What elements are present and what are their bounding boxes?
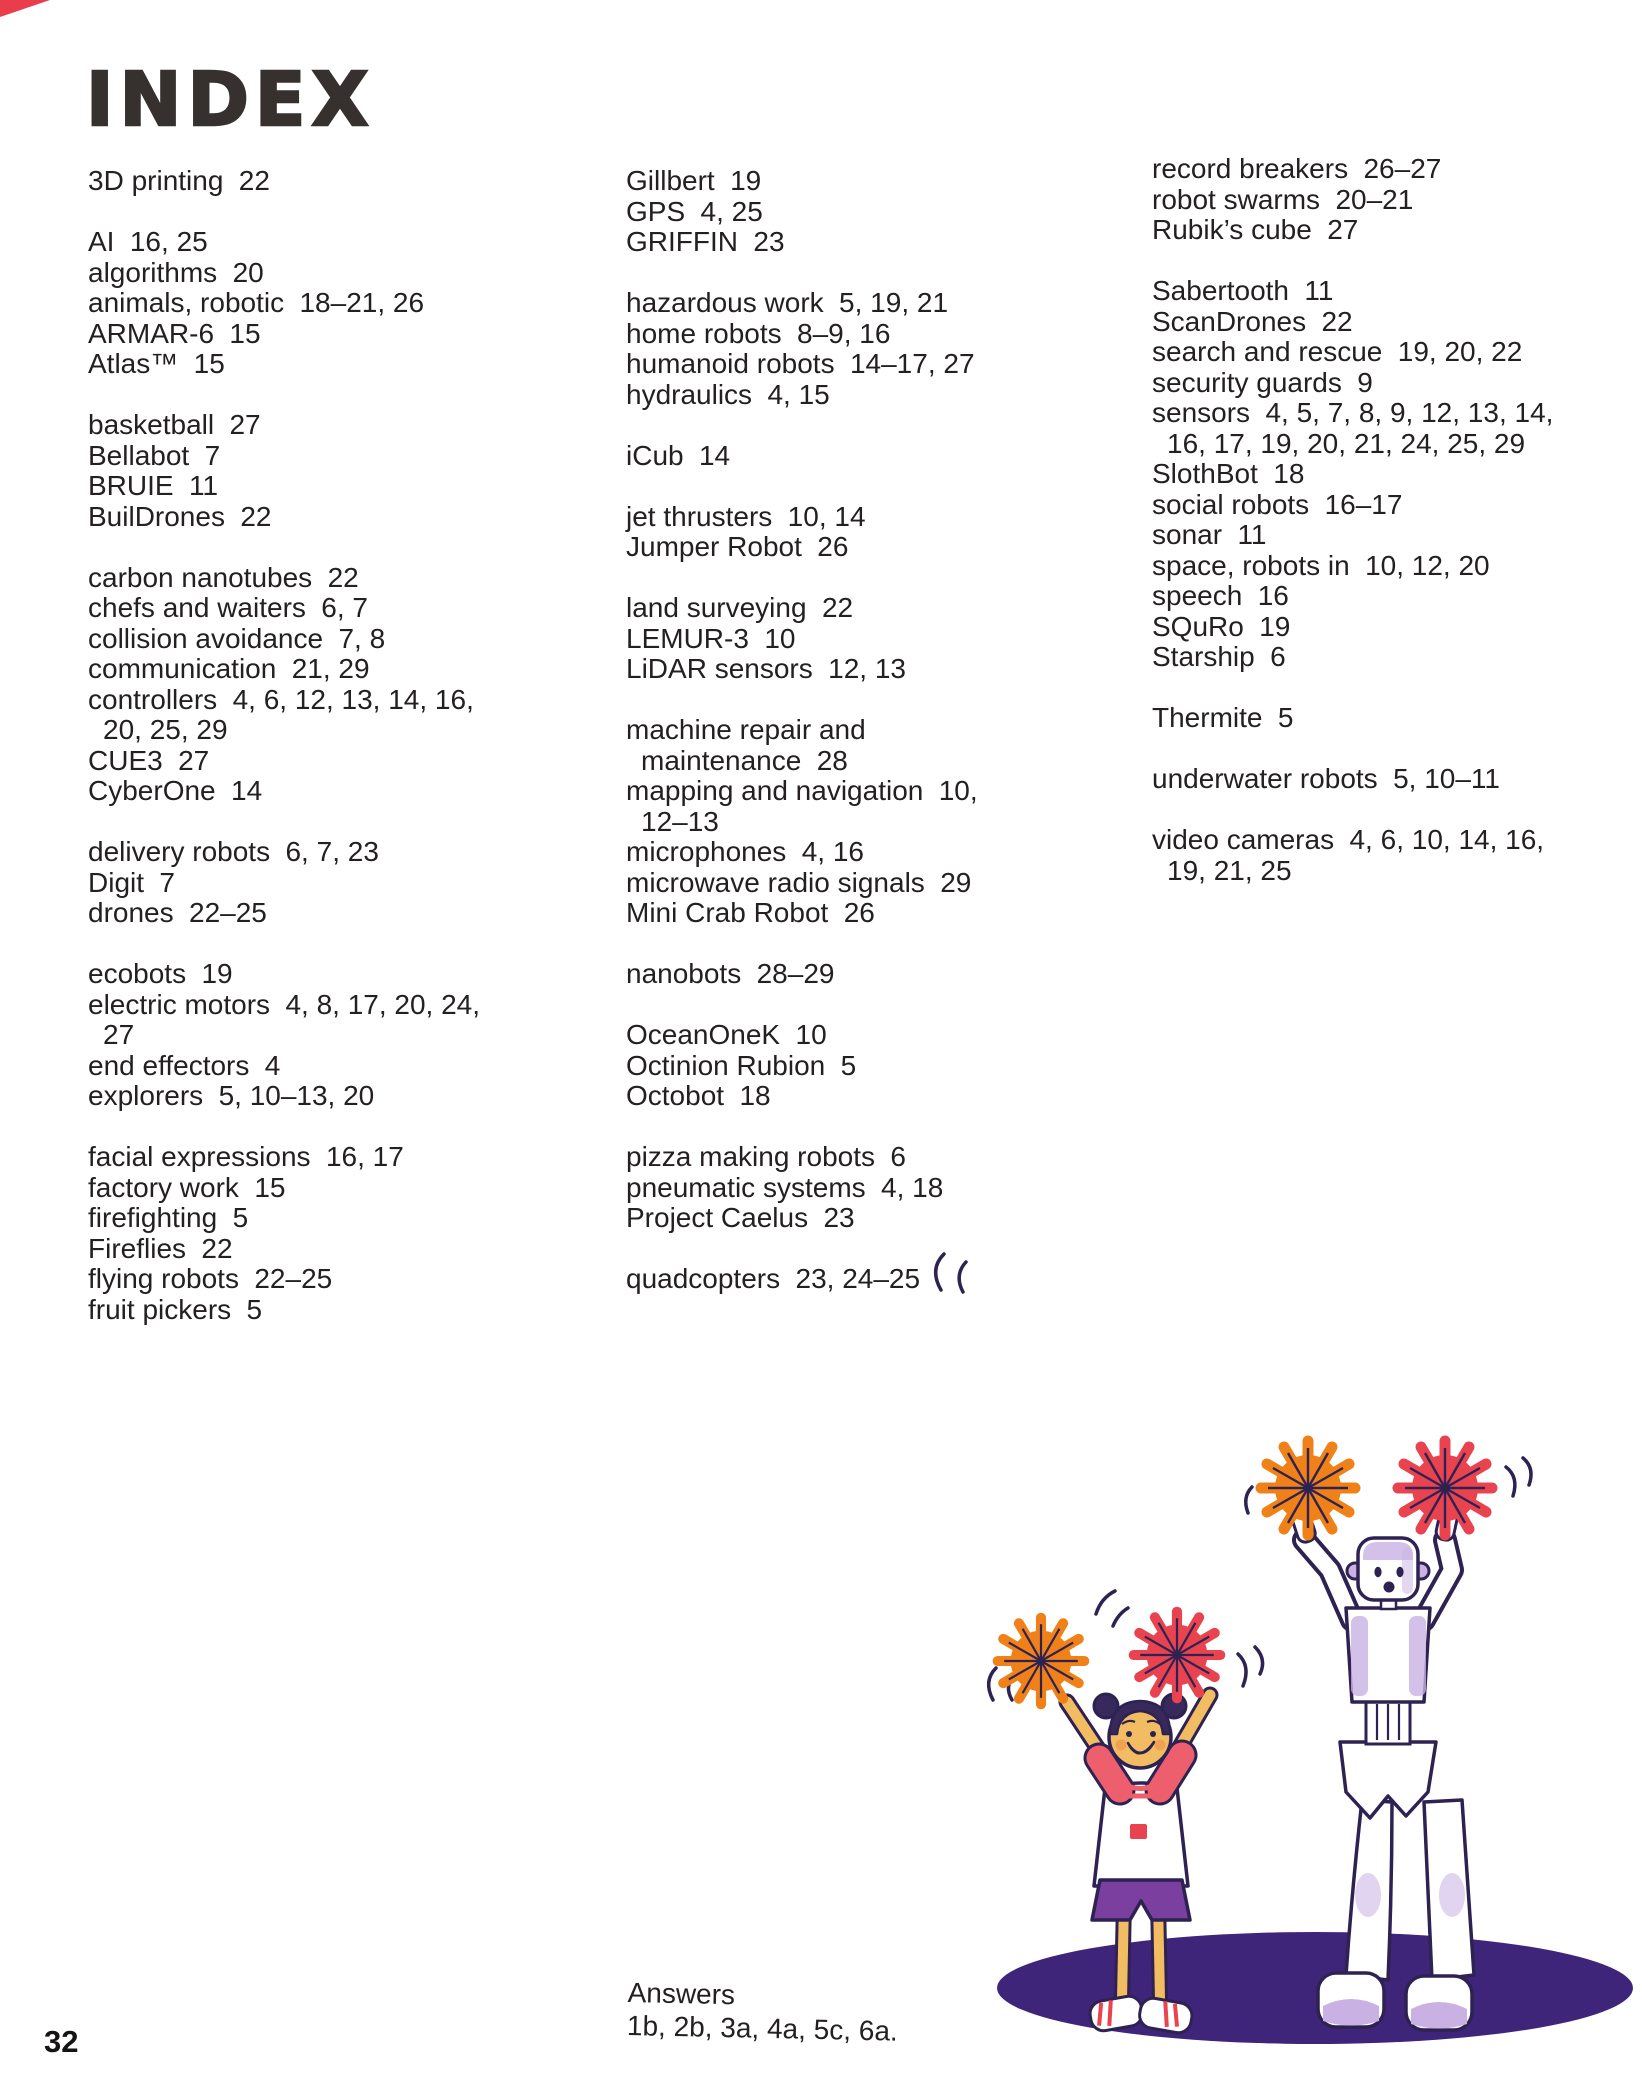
index-entry bbox=[88, 1203, 482, 1234]
index-entry bbox=[626, 654, 1010, 685]
index-term: nanobots bbox=[626, 958, 742, 989]
index-entry bbox=[1152, 764, 1576, 795]
index-page-numbers: 22 bbox=[238, 165, 270, 196]
index-group bbox=[626, 1020, 1010, 1112]
index-page-numbers: 10, 12, 20 bbox=[1365, 549, 1490, 581]
index-entry bbox=[626, 959, 1010, 990]
index-entry bbox=[1152, 459, 1576, 490]
index-term: LiDAR sensors bbox=[626, 653, 813, 684]
index-entry bbox=[88, 837, 482, 868]
index-entry bbox=[88, 1264, 482, 1295]
index-term: Fireflies bbox=[88, 1232, 187, 1264]
index-entry bbox=[1152, 551, 1576, 582]
index-term: CUE3 bbox=[88, 744, 163, 776]
index-page-numbers: 16 bbox=[1257, 580, 1289, 611]
index-page-numbers: 22 bbox=[1321, 305, 1353, 337]
index-term: robot swarms bbox=[1152, 183, 1321, 215]
index-page-numbers: 6 bbox=[1270, 641, 1286, 672]
index-group bbox=[1152, 764, 1576, 795]
index-term: controllers bbox=[88, 683, 218, 715]
index-page-numbers: 4, 6, 10, 14, 16, 19, 21, 25 bbox=[1167, 824, 1545, 886]
index-entry bbox=[88, 441, 482, 472]
index-entry bbox=[626, 1203, 1010, 1234]
index-page-numbers: 9 bbox=[1357, 366, 1373, 398]
index-page-numbers: 5, 19, 21 bbox=[839, 287, 949, 318]
index-term: sonar bbox=[1152, 519, 1223, 550]
index-page-numbers: 26–27 bbox=[1363, 153, 1442, 184]
index-term: flying robots bbox=[88, 1263, 239, 1294]
index-page-numbers: 20 bbox=[232, 256, 264, 288]
index-page-numbers: 5 bbox=[232, 1202, 249, 1233]
index-entry bbox=[88, 959, 482, 990]
index-page-numbers: 18 bbox=[739, 1080, 771, 1111]
index-term: humanoid robots bbox=[626, 348, 835, 379]
index-term: ARMAR-6 bbox=[88, 317, 215, 349]
index-page-numbers: 27 bbox=[229, 409, 261, 440]
index-entry bbox=[1152, 703, 1576, 734]
index-entry bbox=[1152, 398, 1576, 459]
index-group bbox=[88, 227, 482, 380]
index-term: basketball bbox=[88, 409, 215, 440]
index-page-numbers: 28–29 bbox=[756, 958, 835, 989]
index-group bbox=[88, 837, 482, 929]
index-group bbox=[1152, 825, 1576, 886]
index-term: drones bbox=[88, 897, 174, 928]
index-term: pneumatic systems bbox=[626, 1171, 866, 1203]
index-entry bbox=[88, 258, 482, 289]
index-term: Jumper Robot bbox=[626, 531, 802, 562]
index-page-numbers: 21, 29 bbox=[291, 653, 370, 684]
index-entry bbox=[88, 898, 482, 929]
index-term: sensors bbox=[1152, 397, 1251, 428]
index-entry bbox=[88, 563, 482, 594]
index-page-numbers: 23 bbox=[823, 1202, 855, 1233]
index-term: Starship bbox=[1152, 641, 1255, 672]
index-page-numbers: 18 bbox=[1273, 458, 1305, 489]
index-page-numbers: 14–17, 27 bbox=[849, 348, 975, 379]
index-group bbox=[626, 502, 1010, 563]
index-entry bbox=[626, 227, 1010, 258]
index-term: SlothBot bbox=[1152, 458, 1258, 489]
index-entry bbox=[1152, 337, 1576, 368]
index-group bbox=[626, 959, 1010, 990]
index-page-numbers: 23, 24–25 bbox=[795, 1263, 921, 1294]
index-term: electric motors bbox=[88, 988, 271, 1020]
index-group bbox=[626, 166, 1010, 258]
index-term: pizza making robots bbox=[626, 1141, 876, 1172]
index-term: search and rescue bbox=[1152, 336, 1383, 367]
index-page-numbers: 19, 20, 22 bbox=[1397, 336, 1523, 367]
index-column bbox=[1152, 154, 1576, 886]
index-term: OceanOneK bbox=[626, 1019, 781, 1050]
answers-values: 1b, 2b, 3a, 4a, 5c, 6a. bbox=[626, 2009, 899, 2047]
index-page-numbers: 12, 13 bbox=[828, 653, 906, 684]
index-term: Project Caelus bbox=[626, 1202, 809, 1233]
index-term: GPS bbox=[626, 195, 686, 227]
index-page-numbers: 10, 12–13 bbox=[641, 775, 978, 837]
index-term: social robots bbox=[1152, 488, 1310, 520]
index-entry bbox=[626, 197, 1010, 228]
index-entry bbox=[88, 868, 482, 899]
index-page-numbers: 10 bbox=[764, 622, 796, 654]
index-page-numbers: 18–21, 26 bbox=[299, 287, 425, 318]
index-entry bbox=[88, 471, 482, 502]
index-entry bbox=[626, 288, 1010, 319]
index-term: Bellabot bbox=[88, 439, 190, 471]
index-entry bbox=[88, 166, 482, 197]
index-term: Octobot bbox=[626, 1080, 725, 1111]
index-term: LEMUR-3 bbox=[626, 622, 749, 654]
index-page-numbers: 6 bbox=[890, 1141, 906, 1172]
index-page-numbers: 11 bbox=[1237, 519, 1267, 550]
index-entry bbox=[88, 1234, 482, 1265]
index-group bbox=[1152, 703, 1576, 734]
index-entry bbox=[88, 349, 482, 380]
index-entry bbox=[626, 1081, 1010, 1112]
index-entry bbox=[626, 349, 1010, 380]
index-term: firefighting bbox=[88, 1202, 218, 1233]
index-page-numbers: 4 bbox=[264, 1049, 281, 1081]
index-term: record breakers bbox=[1152, 153, 1349, 184]
index-group bbox=[626, 1142, 1010, 1234]
index-column bbox=[626, 166, 1010, 1295]
index-entry bbox=[626, 1142, 1010, 1173]
index-page-numbers: 19 bbox=[730, 165, 762, 196]
index-group bbox=[1152, 154, 1576, 246]
index-term: speech bbox=[1152, 580, 1243, 611]
index-term: end effectors bbox=[88, 1049, 250, 1081]
index-term: quadcopters bbox=[626, 1263, 781, 1294]
index-group bbox=[626, 441, 1010, 472]
index-entry bbox=[88, 410, 482, 441]
index-entry bbox=[88, 502, 482, 533]
index-page-numbers: 14 bbox=[698, 439, 731, 471]
index-term: home robots bbox=[626, 317, 782, 349]
index-entry bbox=[626, 593, 1010, 624]
index-page-numbers: 23 bbox=[753, 226, 785, 257]
answers-block bbox=[627, 1976, 899, 2048]
index-term: Thermite bbox=[1152, 702, 1263, 733]
index-entry bbox=[88, 319, 482, 350]
index-entry bbox=[626, 624, 1010, 655]
index-entry bbox=[626, 715, 1010, 776]
index-page-numbers: 11 bbox=[1304, 275, 1334, 306]
index-page-numbers: 15 bbox=[229, 317, 261, 349]
index-page-numbers: 27 bbox=[1327, 214, 1359, 245]
index-term: carbon nanotubes bbox=[88, 561, 313, 593]
index-entry bbox=[626, 776, 1010, 837]
index-entry bbox=[88, 1051, 482, 1082]
index-page-numbers: 7 bbox=[159, 866, 175, 898]
index-term: jet thrusters bbox=[626, 500, 773, 532]
index-page-numbers: 8–9, 16 bbox=[797, 317, 891, 349]
index-page-numbers: 7, 8 bbox=[338, 622, 386, 654]
index-page-numbers: 16–17 bbox=[1324, 488, 1403, 520]
index-entry bbox=[1152, 185, 1576, 216]
index-entry bbox=[88, 1081, 482, 1112]
index-page-numbers: 19 bbox=[1259, 610, 1291, 642]
index-page-numbers: 5 bbox=[246, 1293, 263, 1325]
index-entry bbox=[1152, 276, 1576, 307]
index-group bbox=[88, 563, 482, 807]
index-page-numbers: 4, 16 bbox=[801, 836, 864, 867]
index-page-numbers: 4, 18 bbox=[881, 1171, 944, 1203]
index-entry bbox=[1152, 825, 1576, 886]
index-entry bbox=[1152, 154, 1576, 185]
index-term: 3D printing bbox=[88, 165, 224, 196]
index-entry bbox=[626, 898, 1010, 929]
index-term: AI bbox=[88, 226, 115, 257]
index-term: Rubik’s cube bbox=[1152, 214, 1312, 245]
index-page-numbers: 28 bbox=[816, 744, 848, 776]
index-group bbox=[88, 410, 482, 532]
index-entry bbox=[88, 1142, 482, 1173]
index-entry bbox=[88, 227, 482, 258]
index-page-numbers: 22 bbox=[821, 592, 854, 623]
index-page-numbers: 20–21 bbox=[1335, 183, 1414, 215]
index-page-numbers: 27 bbox=[178, 744, 210, 776]
index-entry bbox=[88, 746, 482, 777]
index-page-numbers: 10 bbox=[795, 1019, 827, 1050]
index-entry bbox=[626, 837, 1010, 868]
index-term: communication bbox=[88, 653, 277, 684]
index-term: space, robots in bbox=[1152, 549, 1350, 581]
answers-heading: Answers bbox=[627, 1976, 736, 2011]
index-term: explorers bbox=[88, 1080, 204, 1111]
page-number: 32 bbox=[44, 2024, 79, 2059]
index-page-numbers: 22 bbox=[201, 1232, 233, 1264]
index-term: GRIFFIN bbox=[626, 226, 738, 257]
index-term: BRUIE bbox=[88, 470, 174, 501]
index-entry bbox=[88, 990, 482, 1051]
index-page-numbers: 19 bbox=[201, 958, 233, 989]
index-term: Gillbert bbox=[626, 165, 715, 196]
index-page-numbers: 26 bbox=[817, 531, 849, 562]
index-term: ScanDrones bbox=[1152, 305, 1307, 337]
index-term: land surveying bbox=[626, 592, 807, 623]
index-term: delivery robots bbox=[88, 836, 271, 867]
index-page-numbers: 4, 5, 7, 8, 9, 12, 13, 14, 16, 17, 19, 20, 21, 24, 25, 29 bbox=[1167, 397, 1554, 459]
index-entry bbox=[626, 319, 1010, 350]
index-term: collision avoidance bbox=[88, 622, 324, 654]
index-term: hazardous work bbox=[626, 287, 824, 318]
index-group bbox=[626, 593, 1010, 685]
index-entry bbox=[626, 532, 1010, 563]
index-entry bbox=[1152, 307, 1576, 338]
index-term: ecobots bbox=[88, 958, 187, 989]
index-entry bbox=[626, 502, 1010, 533]
index-page-numbers: 26 bbox=[843, 897, 875, 928]
index-entry bbox=[626, 166, 1010, 197]
index-entry bbox=[626, 380, 1010, 411]
index-group bbox=[626, 715, 1010, 929]
index-entry bbox=[1152, 520, 1576, 551]
index-term: animals, robotic bbox=[88, 287, 285, 318]
index-entry bbox=[626, 1264, 1010, 1295]
index-page-numbers: 10, 14 bbox=[787, 500, 866, 532]
index-column bbox=[88, 166, 482, 1325]
index-term: Mini Crab Robot bbox=[626, 897, 829, 928]
index-group bbox=[1152, 276, 1576, 673]
index-term: CyberOne bbox=[88, 775, 216, 806]
index-term: facial expressions bbox=[88, 1141, 311, 1172]
index-term: iCub bbox=[626, 439, 684, 471]
index-page-numbers: 22 bbox=[240, 500, 272, 532]
index-page-numbers: 5 bbox=[1277, 702, 1294, 733]
index-entry bbox=[88, 593, 482, 624]
index-entry bbox=[1152, 368, 1576, 399]
index-entry bbox=[1152, 612, 1576, 643]
index-entry bbox=[626, 441, 1010, 472]
index-entry bbox=[88, 654, 482, 685]
index-entry bbox=[626, 1051, 1010, 1082]
index-entry bbox=[88, 1173, 482, 1204]
index-entry bbox=[1152, 490, 1576, 521]
index-entry bbox=[88, 288, 482, 319]
index-entry bbox=[1152, 215, 1576, 246]
index-page-numbers: 4, 6, 12, 13, 14, 16, 20, 25, 29 bbox=[103, 683, 474, 745]
index-group bbox=[88, 959, 482, 1112]
index-page-numbers: 15 bbox=[193, 348, 225, 379]
index-term: BuilDrones bbox=[88, 500, 225, 532]
index-page-numbers: 5, 10–13, 20 bbox=[218, 1080, 375, 1111]
index-page-numbers: 22–25 bbox=[254, 1263, 333, 1294]
index-page-numbers: 5, 10–11 bbox=[1393, 763, 1500, 794]
index-page-numbers: 4, 25 bbox=[700, 195, 763, 227]
index-group bbox=[88, 166, 482, 197]
index-term: video cameras bbox=[1152, 824, 1335, 855]
index-term: SQuRo bbox=[1152, 610, 1244, 642]
index-entry bbox=[88, 776, 482, 807]
index-entry bbox=[88, 685, 482, 746]
index-term: underwater robots bbox=[1152, 763, 1378, 794]
index-term: Digit bbox=[88, 866, 145, 898]
index-term: algorithms bbox=[88, 256, 218, 288]
index-term: Octinion Rubion bbox=[626, 1049, 826, 1081]
index-page-numbers: 4, 15 bbox=[767, 378, 830, 410]
index-term: Sabertooth bbox=[1152, 275, 1289, 306]
index-group bbox=[88, 1142, 482, 1325]
index-page-numbers: 22–25 bbox=[189, 897, 267, 928]
index-entry bbox=[88, 1295, 482, 1326]
index-page-numbers: 15 bbox=[254, 1171, 286, 1203]
index-page-numbers: 16, 17 bbox=[325, 1141, 404, 1172]
index-page-numbers: 5 bbox=[840, 1049, 857, 1081]
index-entry bbox=[1152, 581, 1576, 612]
index-entry bbox=[626, 868, 1010, 899]
index-term: microphones bbox=[626, 836, 787, 867]
index-page-numbers: 7 bbox=[204, 439, 221, 471]
index-page-numbers: 29 bbox=[940, 866, 972, 898]
index-page-numbers: 11 bbox=[188, 470, 219, 501]
index-page-numbers: 16, 25 bbox=[129, 226, 208, 257]
index-page-numbers: 6, 7, 23 bbox=[285, 836, 379, 867]
index-page-numbers: 14 bbox=[231, 775, 263, 806]
index-entry bbox=[1152, 642, 1576, 673]
index-term: microwave radio signals bbox=[626, 866, 925, 898]
index-entry bbox=[88, 624, 482, 655]
index-page-numbers: 22 bbox=[327, 561, 359, 593]
index-entry bbox=[626, 1020, 1010, 1051]
index-term: chefs and waiters bbox=[88, 592, 306, 623]
index-term: hydraulics bbox=[626, 378, 753, 410]
index-term: factory work bbox=[88, 1171, 239, 1203]
index-page-numbers: 6, 7 bbox=[321, 592, 368, 623]
index-term: mapping and navigation bbox=[626, 775, 924, 806]
index-term: fruit pickers bbox=[88, 1293, 232, 1325]
index-term: Atlas™ bbox=[88, 348, 179, 379]
index-entry bbox=[626, 1173, 1010, 1204]
index-group bbox=[626, 1264, 1010, 1295]
index-term: machine repair and maintenance bbox=[626, 714, 866, 776]
index-term: security guards bbox=[1152, 366, 1342, 398]
index-group bbox=[626, 288, 1010, 410]
index-page-numbers: 4, 8, 17, 20, 24, 27 bbox=[103, 988, 481, 1050]
page-title: INDEX bbox=[86, 57, 375, 143]
